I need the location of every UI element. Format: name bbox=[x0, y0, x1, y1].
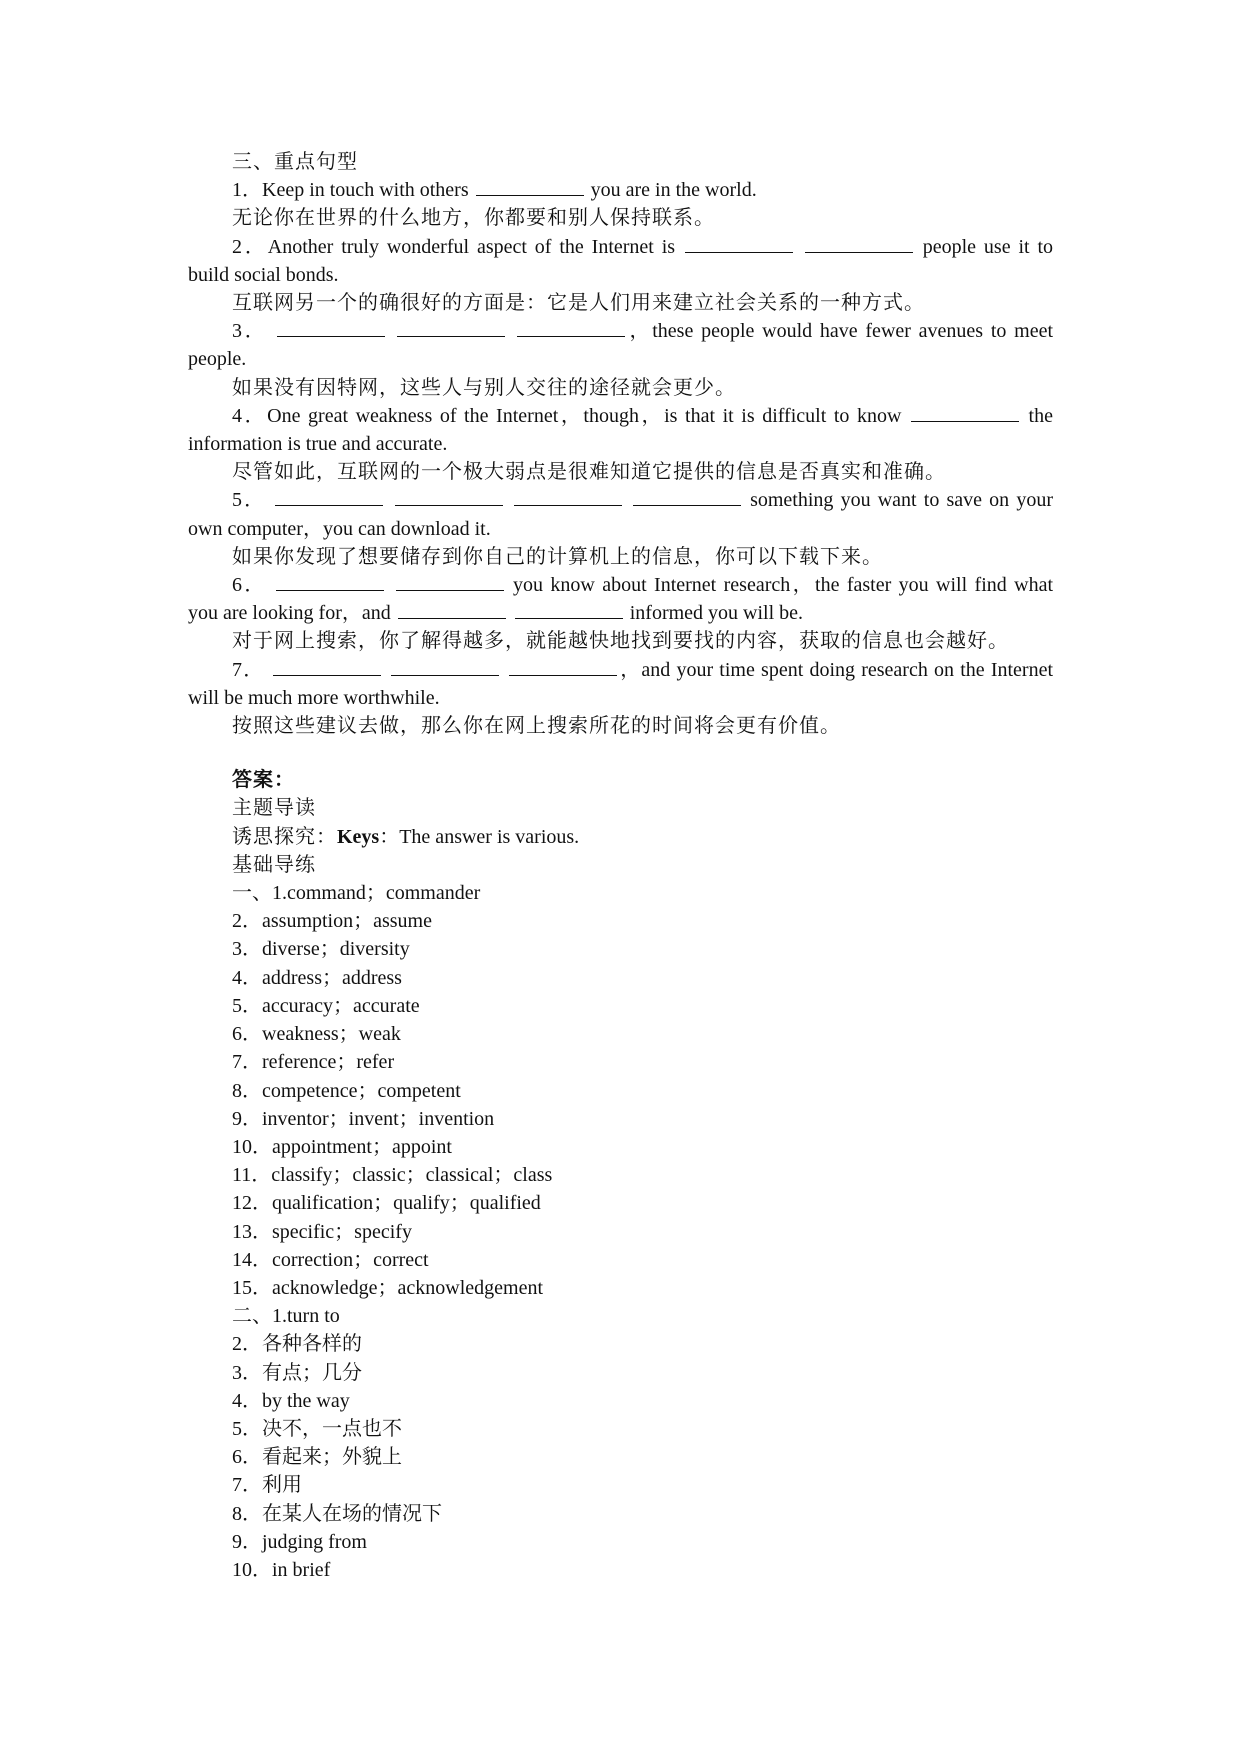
answer-blank[interactable] bbox=[517, 320, 625, 337]
answer-item: 8．competence；competent bbox=[232, 1079, 461, 1102]
answer-item: 5．决不，一点也不 bbox=[232, 1417, 402, 1440]
answer-blank[interactable] bbox=[398, 602, 506, 619]
answer-item: 2．各种各样的 bbox=[232, 1333, 362, 1356]
answers-part2-list bbox=[188, 1302, 1053, 1584]
answer-item: 3．有点；几分 bbox=[232, 1361, 362, 1384]
answer-item: 6．weakness；weak bbox=[232, 1023, 401, 1046]
answer-item: 一、1.command；commander bbox=[232, 882, 481, 905]
translation-4: 尽管如此，互联网的一个极大弱点是很难知道它提供的信息是否真实和准确。 bbox=[232, 461, 946, 484]
answer-item: 10．appointment；appoint bbox=[232, 1135, 452, 1158]
answer-item: 9．inventor；invent；invention bbox=[232, 1107, 495, 1130]
translation-3: 如果没有因特网，这些人与别人交往的途径就会更少。 bbox=[232, 376, 736, 399]
answer-item: 5．accuracy；accurate bbox=[232, 994, 420, 1017]
answer-item: 10．in brief bbox=[232, 1558, 331, 1581]
answer-item: 11．classify；classic；classical；class bbox=[232, 1164, 553, 1187]
answer-item: 2．assumption；assume bbox=[232, 910, 432, 933]
answer-item: 4．address；address bbox=[232, 966, 402, 989]
answer-item: 12．qualification；qualify；qualified bbox=[232, 1192, 541, 1215]
translation-2: 互联网另一个的确很好的方面是：它是人们用来建立社会关系的一种方式。 bbox=[232, 292, 925, 315]
sentence-1: 1．Keep in touch with others you are in the world. bbox=[232, 179, 757, 202]
answer-item: 7．reference；refer bbox=[232, 1051, 395, 1074]
sentence-3-cont: people. bbox=[188, 348, 247, 371]
answer-blank[interactable] bbox=[275, 489, 383, 506]
answer-item: 7．利用 bbox=[232, 1474, 302, 1497]
sentence-5: 5． something you want to save on your bbox=[232, 489, 1053, 512]
answer-blank[interactable] bbox=[633, 489, 741, 506]
spacer bbox=[188, 740, 1053, 766]
sentence-7-cont: will be much more worthwhile. bbox=[188, 686, 440, 709]
answer-blank[interactable] bbox=[515, 602, 623, 619]
theme-title: 主题导读 bbox=[232, 797, 316, 820]
answer-item: 6．看起来；外貌上 bbox=[232, 1446, 402, 1469]
sentence-6: 6． you know about Internet research，the faster you will find what bbox=[232, 574, 1054, 597]
sentence-7: 7． ，and your time spent doing research on the Internet bbox=[232, 658, 1054, 681]
answer-item: 3．diverse；diversity bbox=[232, 938, 410, 961]
answer-blank[interactable] bbox=[277, 320, 385, 337]
answer-blank[interactable] bbox=[805, 236, 913, 253]
sentence-2: 2．Another truly wonderful aspect of the Internet is people use it to bbox=[232, 235, 1054, 258]
sentence-4-cont: information is true and accurate. bbox=[188, 433, 448, 456]
answer-item: 8．在某人在场的情况下 bbox=[232, 1502, 442, 1525]
answer-blank[interactable] bbox=[395, 489, 503, 506]
basic-title: 基础导练 bbox=[232, 853, 316, 876]
answer-item: 15．acknowledge；acknowledgement bbox=[232, 1276, 544, 1299]
sentence-2-cont: build social bonds. bbox=[188, 263, 339, 286]
answer-blank[interactable] bbox=[276, 574, 384, 591]
answer-blank[interactable] bbox=[685, 236, 793, 253]
answer-blank[interactable] bbox=[391, 659, 499, 676]
sentence-6-cont: you are looking for，and informed you will be. bbox=[188, 602, 804, 625]
translation-1: 无论你在世界的什么地方，你都要和别人保持联系。 bbox=[232, 207, 715, 230]
answer-blank[interactable] bbox=[509, 659, 617, 676]
answer-blank[interactable] bbox=[514, 489, 622, 506]
answer-item: 二、1.turn to bbox=[232, 1305, 340, 1328]
sentence-4: 4．One great weakness of the Internet，though，is that it is difficult to know the bbox=[232, 404, 1053, 427]
sentence-3: 3． ，these people would have fewer avenues to meet bbox=[232, 320, 1054, 343]
answer-blank[interactable] bbox=[397, 320, 505, 337]
section-title: 三、重点句型 bbox=[232, 151, 358, 173]
inquiry-line: 诱思探究：Keys：The answer is various. bbox=[232, 825, 580, 848]
answer-item: 13．specific；specify bbox=[232, 1220, 412, 1243]
answer-blank[interactable] bbox=[273, 659, 381, 676]
answer-item: 14．correction；correct bbox=[232, 1248, 429, 1271]
answer-blank[interactable] bbox=[911, 405, 1019, 422]
answer-item: 4．by the way bbox=[232, 1389, 350, 1412]
translation-7: 按照这些建议去做，那么你在网上搜索所花的时间将会更有价值。 bbox=[232, 715, 841, 738]
sentence-5-cont: own computer，you can download it. bbox=[188, 517, 491, 540]
answers-heading: 答案： bbox=[232, 769, 295, 792]
answer-item: 9．judging from bbox=[232, 1530, 367, 1553]
answers-part1-list bbox=[188, 879, 1053, 1302]
answer-blank[interactable] bbox=[476, 179, 584, 196]
answer-blank[interactable] bbox=[396, 574, 504, 591]
translation-6: 对于网上搜索，你了解得越多，就能越快地找到要找的内容，获取的信息也会越好。 bbox=[232, 630, 1009, 653]
translation-5: 如果你发现了想要储存到你自己的计算机上的信息，你可以下载下来。 bbox=[232, 545, 883, 568]
